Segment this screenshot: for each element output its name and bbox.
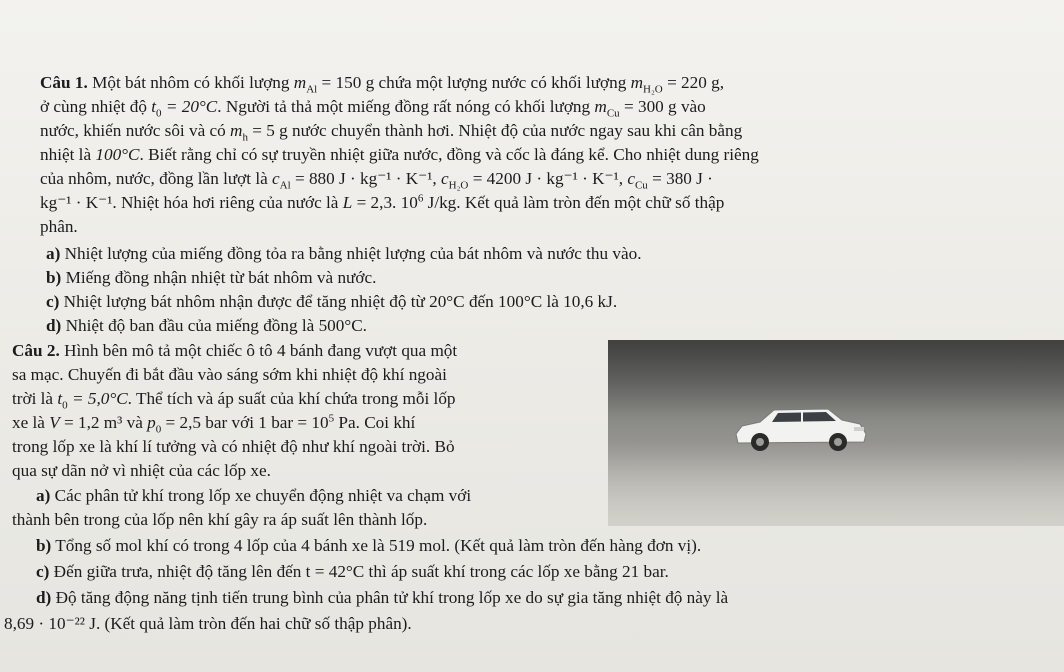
cau1-item-d: d) Nhiệt độ ban đầu của miếng đồng là 500°C. [46,316,367,335]
cau2-line1: Câu 2. Hình bên mô tả một chiếc ô tô 4 bánh đang vượt qua một [12,341,458,360]
cau2-item-b: b) Tổng số mol khí có trong 4 lốp của 4 bánh xe là 519 mol. (Kết quả làm tròn đến hàng đơn vị). [36,536,702,555]
cau2-line5: trong lốp xe là khí lí tưởng và có nhiệt độ như khí ngoài trời. Bỏ [12,437,455,456]
car-icon [730,404,870,454]
cau2-item-a-cont: thành bên trong của lốp nên khí gây ra áp suất lên thành lốp. [12,510,428,529]
car-photo [608,340,1064,526]
cau2-item-d: d) Độ tăng động năng tịnh tiến trung bình của phân tử khí trong lốp xe do sự gia tăng nhiệt độ này là [36,588,729,607]
cau1-line2: ở cùng nhiệt độ $t_0 = 20^\circ C$. Người tả thả một miếng đồng rất nóng có khối lượng $m_{Cu} = 300$ g vào [40,97,706,120]
cau1-line1: Câu 1. Một bát nhôm có khối lượng $m_{Al} = 150$ g chứa một lượng nước có khối lượng $m_{H_2O} = 220$ g, [40,73,725,96]
cau2-line3: trời là $t_0 = 5,0^\circ C$. Thể tích và áp suất của khí chứa trong mỗi lốp [12,389,456,412]
cau2-item-a: a) Các phân tử khí trong lốp xe chuyển động nhiệt va chạm với [36,486,472,505]
cau1-item-b: b) Miếng đồng nhận nhiệt từ bát nhôm và nước. [46,268,377,287]
cau1-line4: nhiệt là 100°C. Biết rằng chỉ có sự truyền nhiệt giữa nước, đồng và cốc là đáng kể. Cho nhiệt dung riêng [40,145,759,164]
cau2-item-d-cont: 8,69 · 10⁻²² J. (Kết quả làm tròn đến hai chữ số thập phân). [4,614,412,633]
cau2-item-c: c) Đến giữa trưa, nhiệt độ tăng lên đến t = 42°C thì áp suất khí trong các lốp xe bằng 21 bar. [36,562,669,581]
cau1-line7: phân. [40,217,78,236]
cau1-item-a: a) Nhiệt lượng của miếng đồng tỏa ra bằng nhiệt lượng của bát nhôm và nước thu vào. [46,244,642,263]
cau1-line3: nước, khiến nước sôi và có $m_h = 5$ g nước chuyển thành hơi. Nhiệt độ của nước ngay sau khi cân bằng [40,121,743,144]
cau1-line6: kg⁻¹ · K⁻¹. Nhiệt hóa hơi riêng của nước là L = 2,3. $10^6$ J/kg. Kết quả làm tròn đến một chữ số thập [40,192,725,212]
cau2-line2: sa mạc. Chuyến đi bắt đầu vào sáng sớm khi nhiệt độ khí ngoài [12,365,447,384]
cau1-line5: của nhôm, nước, đồng lần lượt là $c_{Al} = 880$ J · kg⁻¹ · K⁻¹, $c_{H_2O} = 4200$ J · kg⁻¹ · K⁻¹, $c_{Cu} = 380$ J · [40,169,713,192]
cau1-item-c: c) Nhiệt lượng bát nhôm nhận được để tăng nhiệt độ từ 20°C đến 100°C là 10,6 kJ. [46,292,618,311]
cau2-line4: xe là V = 1,2 m³ và $p_0 = 2,5$ bar với 1 bar = $10^5$ Pa. Coi khí [12,412,416,436]
cau2-line6: qua sự dãn nở vì nhiệt của các lốp xe. [12,461,271,480]
